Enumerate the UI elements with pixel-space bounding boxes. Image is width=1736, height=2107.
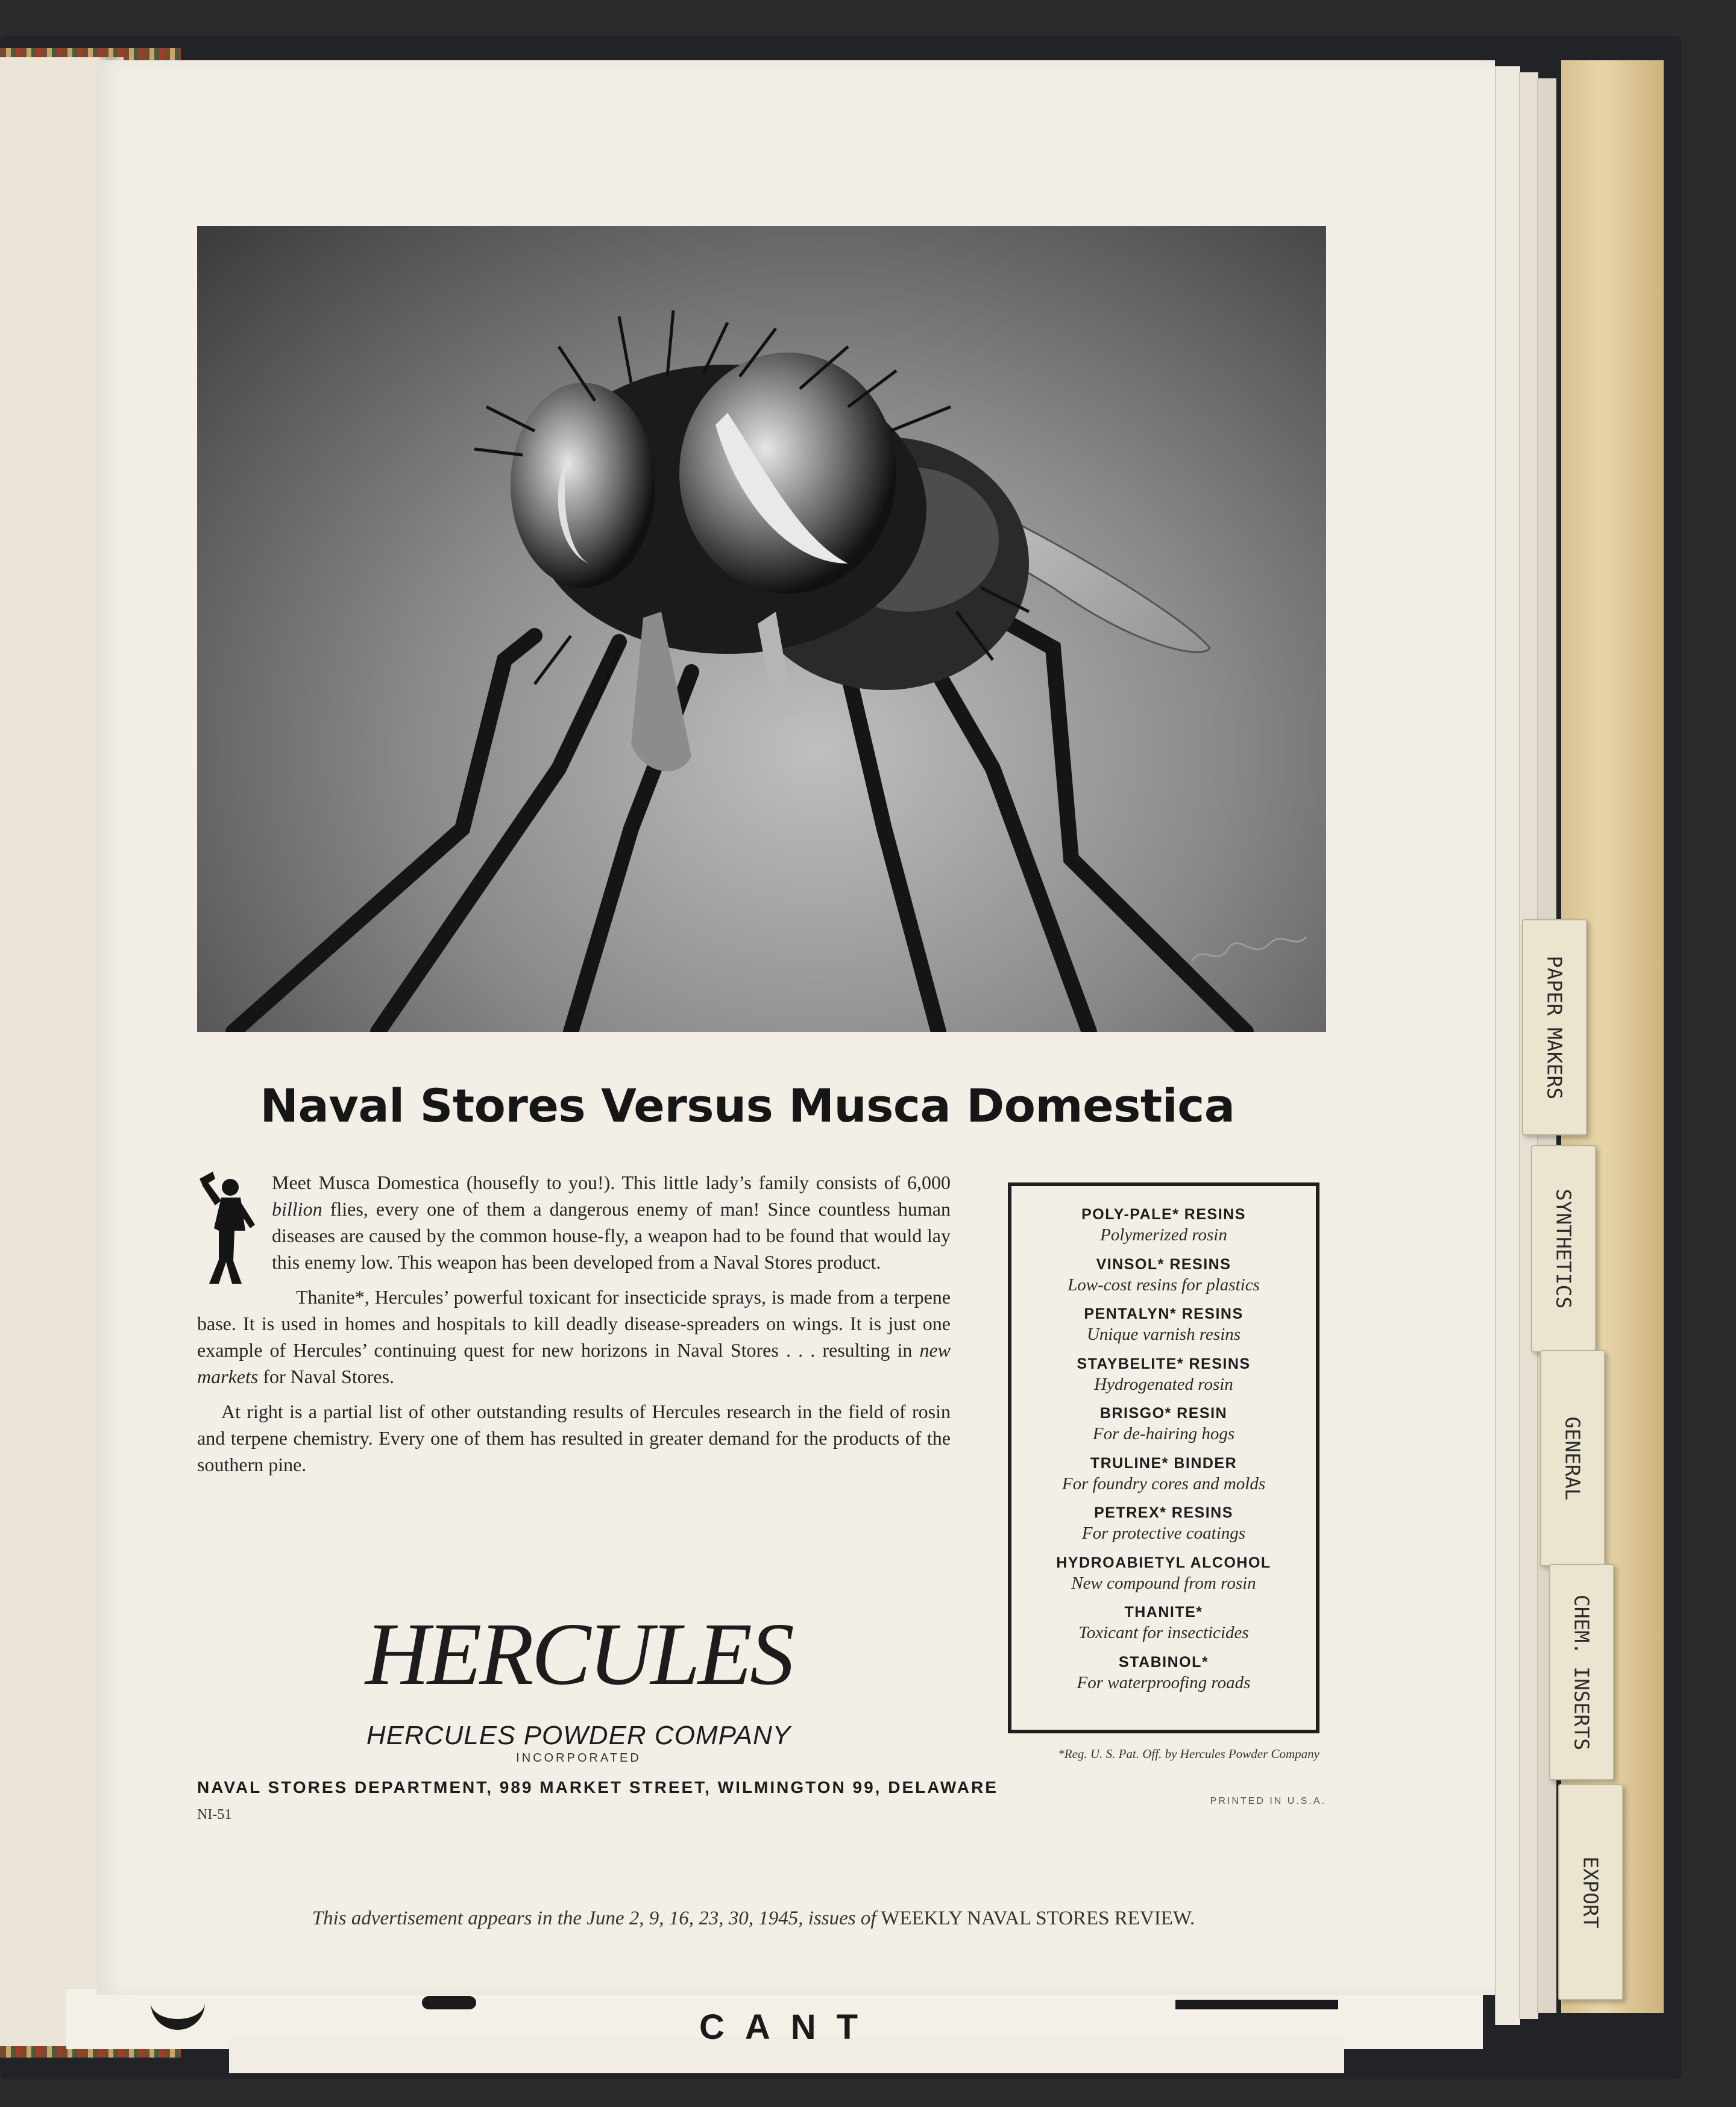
headline: Naval Stores Versus Musca Domestica bbox=[260, 1079, 1235, 1132]
product-item bbox=[1011, 1304, 1316, 1354]
trademark-note: *Reg. U. S. Pat. Off. by Hercules Powder Company bbox=[1058, 1747, 1319, 1761]
hercules-logo: HERCULES bbox=[365, 1605, 792, 1704]
product-name: BRISGO* RESIN bbox=[1099, 1405, 1228, 1422]
product-description: Polymerized rosin bbox=[1100, 1225, 1227, 1245]
product-item bbox=[1011, 1354, 1316, 1404]
tab-label: SYNTHETICS bbox=[1552, 1189, 1576, 1309]
tab-export[interactable] bbox=[1558, 1784, 1623, 2000]
tab-paper-makers[interactable] bbox=[1522, 919, 1587, 1135]
product-list bbox=[1011, 1186, 1316, 1701]
body-paragraph: Thanite*, Hercules’ powerful toxicant for insecticide sprays, is made from a terpene base. It is used in homes and hospitals to kill deadly disease-spreaders on wings. It is just one example of Hercules’ continuing quest for new horizons in Naval Stores . . . resulting in new markets for Naval Stores. bbox=[197, 1286, 951, 1387]
product-item bbox=[1011, 1503, 1316, 1553]
product-description: For foundry cores and molds bbox=[1061, 1474, 1266, 1493]
product-item bbox=[1011, 1553, 1316, 1603]
product-item bbox=[1011, 1453, 1316, 1503]
ad-code: NI-51 bbox=[197, 1807, 232, 1823]
tab-label: GENERAL bbox=[1561, 1416, 1585, 1501]
product-name: TRULINE* BINDER bbox=[1090, 1454, 1238, 1472]
product-description: Low-cost resins for plastics bbox=[1068, 1275, 1260, 1295]
underlying-sheet-ink bbox=[1175, 2000, 1338, 2009]
product-description: New compound from rosin bbox=[1071, 1573, 1256, 1593]
product-description: Toxicant for insecticides bbox=[1078, 1623, 1249, 1642]
product-name: VINSOL* RESINS bbox=[1096, 1255, 1231, 1273]
product-name: THANITE* bbox=[1124, 1604, 1203, 1621]
product-item bbox=[1011, 1602, 1316, 1652]
housefly-illustration bbox=[197, 226, 1326, 1032]
body-paragraph: Meet Musca Domestica (housefly to you!). This little lady’s family consists of 6,000 billion flies, every one of them a dangerous enemy of man! Since countless human diseases are caused by the common house-fly, a weapon had to be found that would lay this enemy low. This weapon has been developed from a Naval Stores product. bbox=[272, 1172, 951, 1273]
photographer-signature bbox=[1192, 937, 1306, 961]
product-description: For waterproofing roads bbox=[1077, 1672, 1251, 1692]
body-copy bbox=[197, 1169, 951, 1486]
body-paragraph: At right is a partial list of other outstanding results of Hercules research in the field of rosin and terpene chemistry. Every one of them has resulted in greater demand for the products of the southern pine. bbox=[197, 1401, 951, 1475]
product-description: Hydrogenated rosin bbox=[1094, 1374, 1233, 1394]
product-description: For de-hairing hogs bbox=[1092, 1424, 1235, 1443]
tab-general[interactable] bbox=[1540, 1350, 1605, 1566]
company-address: NAVAL STORES DEPARTMENT, 989 MARKET STREET, WILMINGTON 99, DELAWARE bbox=[197, 1778, 998, 1797]
product-description: Unique varnish resins bbox=[1086, 1325, 1241, 1344]
underlying-sheet-ink bbox=[422, 1996, 476, 2009]
product-list-box bbox=[1008, 1182, 1319, 1733]
underlying-sheet-text: CANT bbox=[699, 2008, 879, 2047]
product-name: POLY-PALE* RESINS bbox=[1081, 1206, 1246, 1223]
tab-label: PAPER MAKERS bbox=[1543, 955, 1567, 1099]
tab-chem-inserts[interactable] bbox=[1549, 1564, 1614, 1780]
printed-in-usa: PRINTED IN U.S.A. bbox=[1210, 1796, 1326, 1806]
product-item bbox=[1011, 1652, 1316, 1702]
publication-note bbox=[151, 1908, 1356, 1930]
incorporated-label: INCORPORATED bbox=[516, 1751, 641, 1765]
product-name: STABINOL* bbox=[1118, 1653, 1209, 1671]
publication-note-prefix: This advertisement appears in the June 2, 9, 16, 23, 30, 1945, issues of bbox=[312, 1908, 876, 1929]
advertisement-page bbox=[96, 60, 1495, 1995]
hercules-figure-icon bbox=[197, 1170, 263, 1285]
publication-name: WEEKLY NAVAL STORES REVIEW. bbox=[881, 1908, 1195, 1929]
product-name: STAYBELITE* RESINS bbox=[1077, 1355, 1251, 1372]
tab-synthetics[interactable] bbox=[1531, 1145, 1596, 1352]
tab-label: CHEM. INSERTS bbox=[1570, 1594, 1594, 1750]
product-item bbox=[1011, 1403, 1316, 1453]
tab-label: EXPORT bbox=[1579, 1856, 1603, 1929]
company-name: HERCULES POWDER COMPANY bbox=[366, 1721, 791, 1750]
product-name: PENTALYN* RESINS bbox=[1084, 1305, 1244, 1322]
product-item bbox=[1011, 1254, 1316, 1304]
housefly-photo-image bbox=[197, 226, 1326, 1032]
product-name: PETREX* RESINS bbox=[1094, 1504, 1233, 1521]
product-item bbox=[1011, 1204, 1316, 1254]
product-name: HYDROABIETYL ALCOHOL bbox=[1056, 1554, 1271, 1571]
product-description: For protective coatings bbox=[1081, 1524, 1246, 1543]
page-stack-edge bbox=[1495, 66, 1520, 2025]
